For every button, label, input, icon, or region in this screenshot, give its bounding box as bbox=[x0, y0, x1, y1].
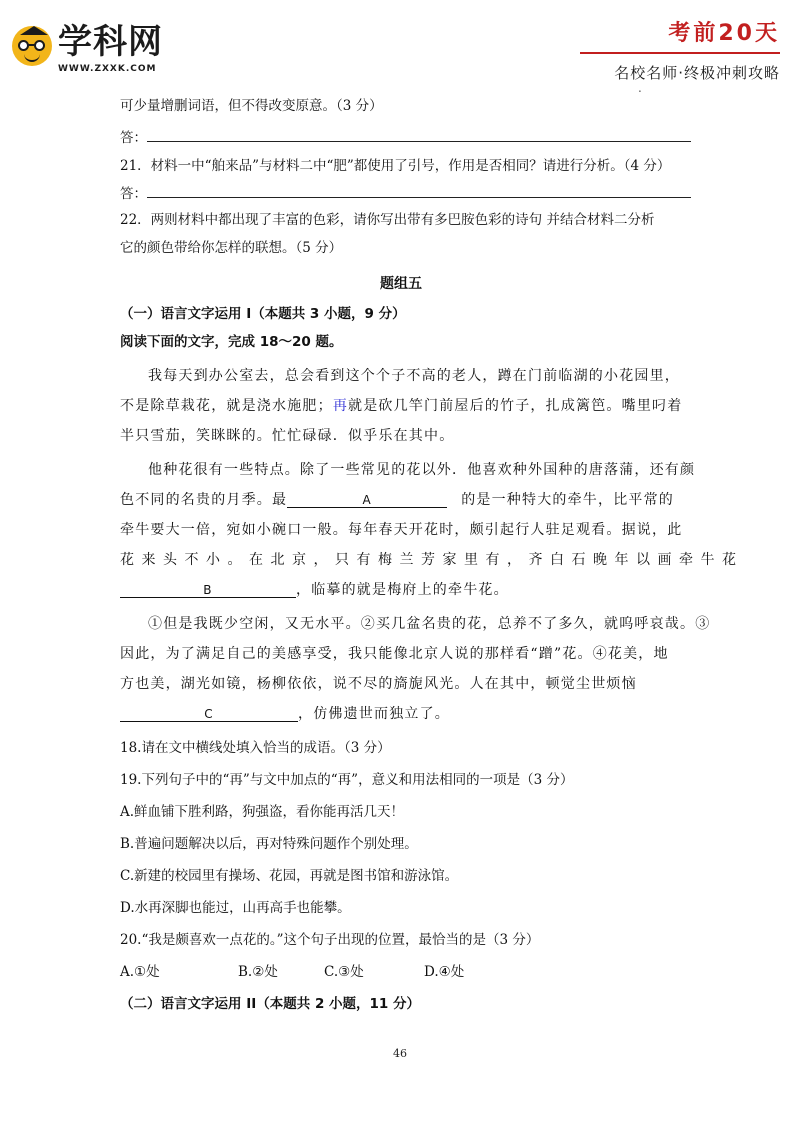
logo-url: WWW.ZXXK.COM bbox=[58, 64, 157, 74]
passage-text: 的是一种特大的牵牛，比平常的 bbox=[461, 492, 675, 508]
group-title: 题组五 bbox=[380, 276, 422, 292]
question-18: 18.请在文中横线处填入恰当的成语。（3 分） bbox=[120, 740, 391, 756]
instruction-continued: 可少量增删词语，但不得改变原意。（3 分） bbox=[120, 98, 383, 114]
badge-title: 考前20天 bbox=[580, 20, 780, 54]
passage-p3-line-2: 因此，为了满足自己的美感享受，我只能像北京人说的那样看“蹭”花。④花美，地 bbox=[120, 646, 669, 662]
passage-p1-line-2 bbox=[120, 396, 682, 416]
section-2-heading: （二）语言文字运用 II（本题共 2 小题，11 分） bbox=[120, 996, 421, 1012]
passage-p2-line-5 bbox=[120, 580, 682, 600]
question-22-line-1: 22．两则材料中都出现了丰富的色彩，请你写出带有多巴胺色彩的诗句 并结合材料二分析 bbox=[120, 212, 655, 228]
option-b: B.普遍问题解决以后，再对特殊问题作个别处理。 bbox=[120, 836, 418, 852]
passage-p2-line-3: 牵牛要大一倍，宛如小碗口一般。每年春天开花时，颇引起行人驻足观看。据说，此 bbox=[120, 522, 683, 538]
question-20: 20.“我是颇喜欢一点花的。”这个句子出现的位置，最恰当的是（3 分） bbox=[120, 932, 540, 948]
q20-option-b: B.②处 bbox=[238, 964, 278, 980]
emphasized-word: 再 bbox=[332, 398, 349, 414]
question-19: 19.下列句子中的“再”与文中加点的“再”，意义和用法相同的一项是（3 分） bbox=[120, 772, 574, 788]
graduation-cap-icon bbox=[20, 26, 48, 35]
blank-a: A bbox=[287, 493, 447, 508]
answer-rule bbox=[147, 184, 691, 198]
option-d: D.水再深脚也能过，山再高手也能攀。 bbox=[120, 900, 351, 916]
question-21: 21．材料一中“舶来品”与材料二中“肥”都使用了引号，作用是否相同？请进行分析。（4 分） bbox=[120, 158, 671, 174]
mascot-smile bbox=[24, 52, 40, 62]
passage-p1-line-3: 半只雪茄，笑眯眯的。忙忙碌碌．似乎乐在其中。 bbox=[120, 428, 455, 444]
section-1-heading: （一）语言文字运用 I（本题共 3 小题，9 分） bbox=[120, 306, 406, 322]
badge-dot: . bbox=[638, 81, 642, 95]
mascot-face-icon bbox=[12, 26, 52, 66]
passage-text: 色不同的名贵的月季。最 bbox=[120, 492, 288, 508]
passage-text: 不是除草栽花，就是浇水施肥； bbox=[120, 398, 333, 414]
passage-p3-line-4 bbox=[120, 704, 682, 724]
option-a: A.鲜血铺下胜利路，狗强盗，看你能再活几天！ bbox=[120, 804, 405, 820]
q20-option-d: D.④处 bbox=[424, 964, 465, 980]
answer-label: 答： bbox=[120, 130, 147, 146]
reading-instruction: 阅读下面的文字，完成 18～20 题。 bbox=[120, 334, 343, 350]
passage-p2-line-2 bbox=[120, 490, 682, 510]
passage-p2-line-4: 花来头不小。在北京，只有梅兰芳家里有，齐白石晚年以画牵牛花 bbox=[120, 552, 744, 568]
passage-p2-line-1: 他种花很有一些特点。除了一些常见的花以外．他喜欢种外国种的唐落蒲，还有颜 bbox=[148, 462, 696, 478]
answer-rule bbox=[147, 128, 691, 142]
mascot-eye-right bbox=[34, 40, 45, 51]
passage-text: 就是砍几竿门前屋后的竹子，扎成篱笆。嘴里叼着 bbox=[348, 398, 683, 414]
passage-text: ，临摹的就是梅府上的牵牛花。 bbox=[296, 582, 509, 598]
passage-p1-line-1: 我每天到办公室去，总会看到这个个子不高的老人，蹲在门前临湖的小花园里， bbox=[148, 368, 680, 384]
blank-b: B bbox=[120, 583, 296, 598]
answer-label: 答： bbox=[120, 186, 147, 202]
header-badge bbox=[580, 20, 780, 93]
site-logo bbox=[12, 18, 212, 78]
passage-p3-line-3: 方也美，湖光如镜，杨柳依依，说不尽的旖旎风光。人在其中，顿觉尘世烦恼 bbox=[120, 676, 637, 692]
question-22-line-2: 它的颜色带给你怎样的联想。（5 分） bbox=[120, 240, 343, 256]
logo-text: 学科网 bbox=[58, 22, 163, 62]
answer-line-1 bbox=[120, 128, 682, 148]
q20-option-a: A.①处 bbox=[120, 964, 160, 980]
page-number: 46 bbox=[393, 1047, 407, 1060]
passage-p3-line-1: ①但是我既少空闲，又无水平。②买几盆名贵的花，总养不了多久，就呜呼哀哉。③ bbox=[148, 616, 711, 632]
answer-line-2 bbox=[120, 184, 682, 204]
blank-c: C bbox=[120, 707, 298, 722]
q20-option-c: C.③处 bbox=[324, 964, 364, 980]
option-c: C.新建的校园里有操场、花园，再就是图书馆和游泳馆。 bbox=[120, 868, 459, 884]
badge-subtitle: 名校名师·终极冲刺攻略 bbox=[614, 64, 780, 82]
passage-text: ，仿佛遗世而独立了。 bbox=[298, 706, 450, 722]
